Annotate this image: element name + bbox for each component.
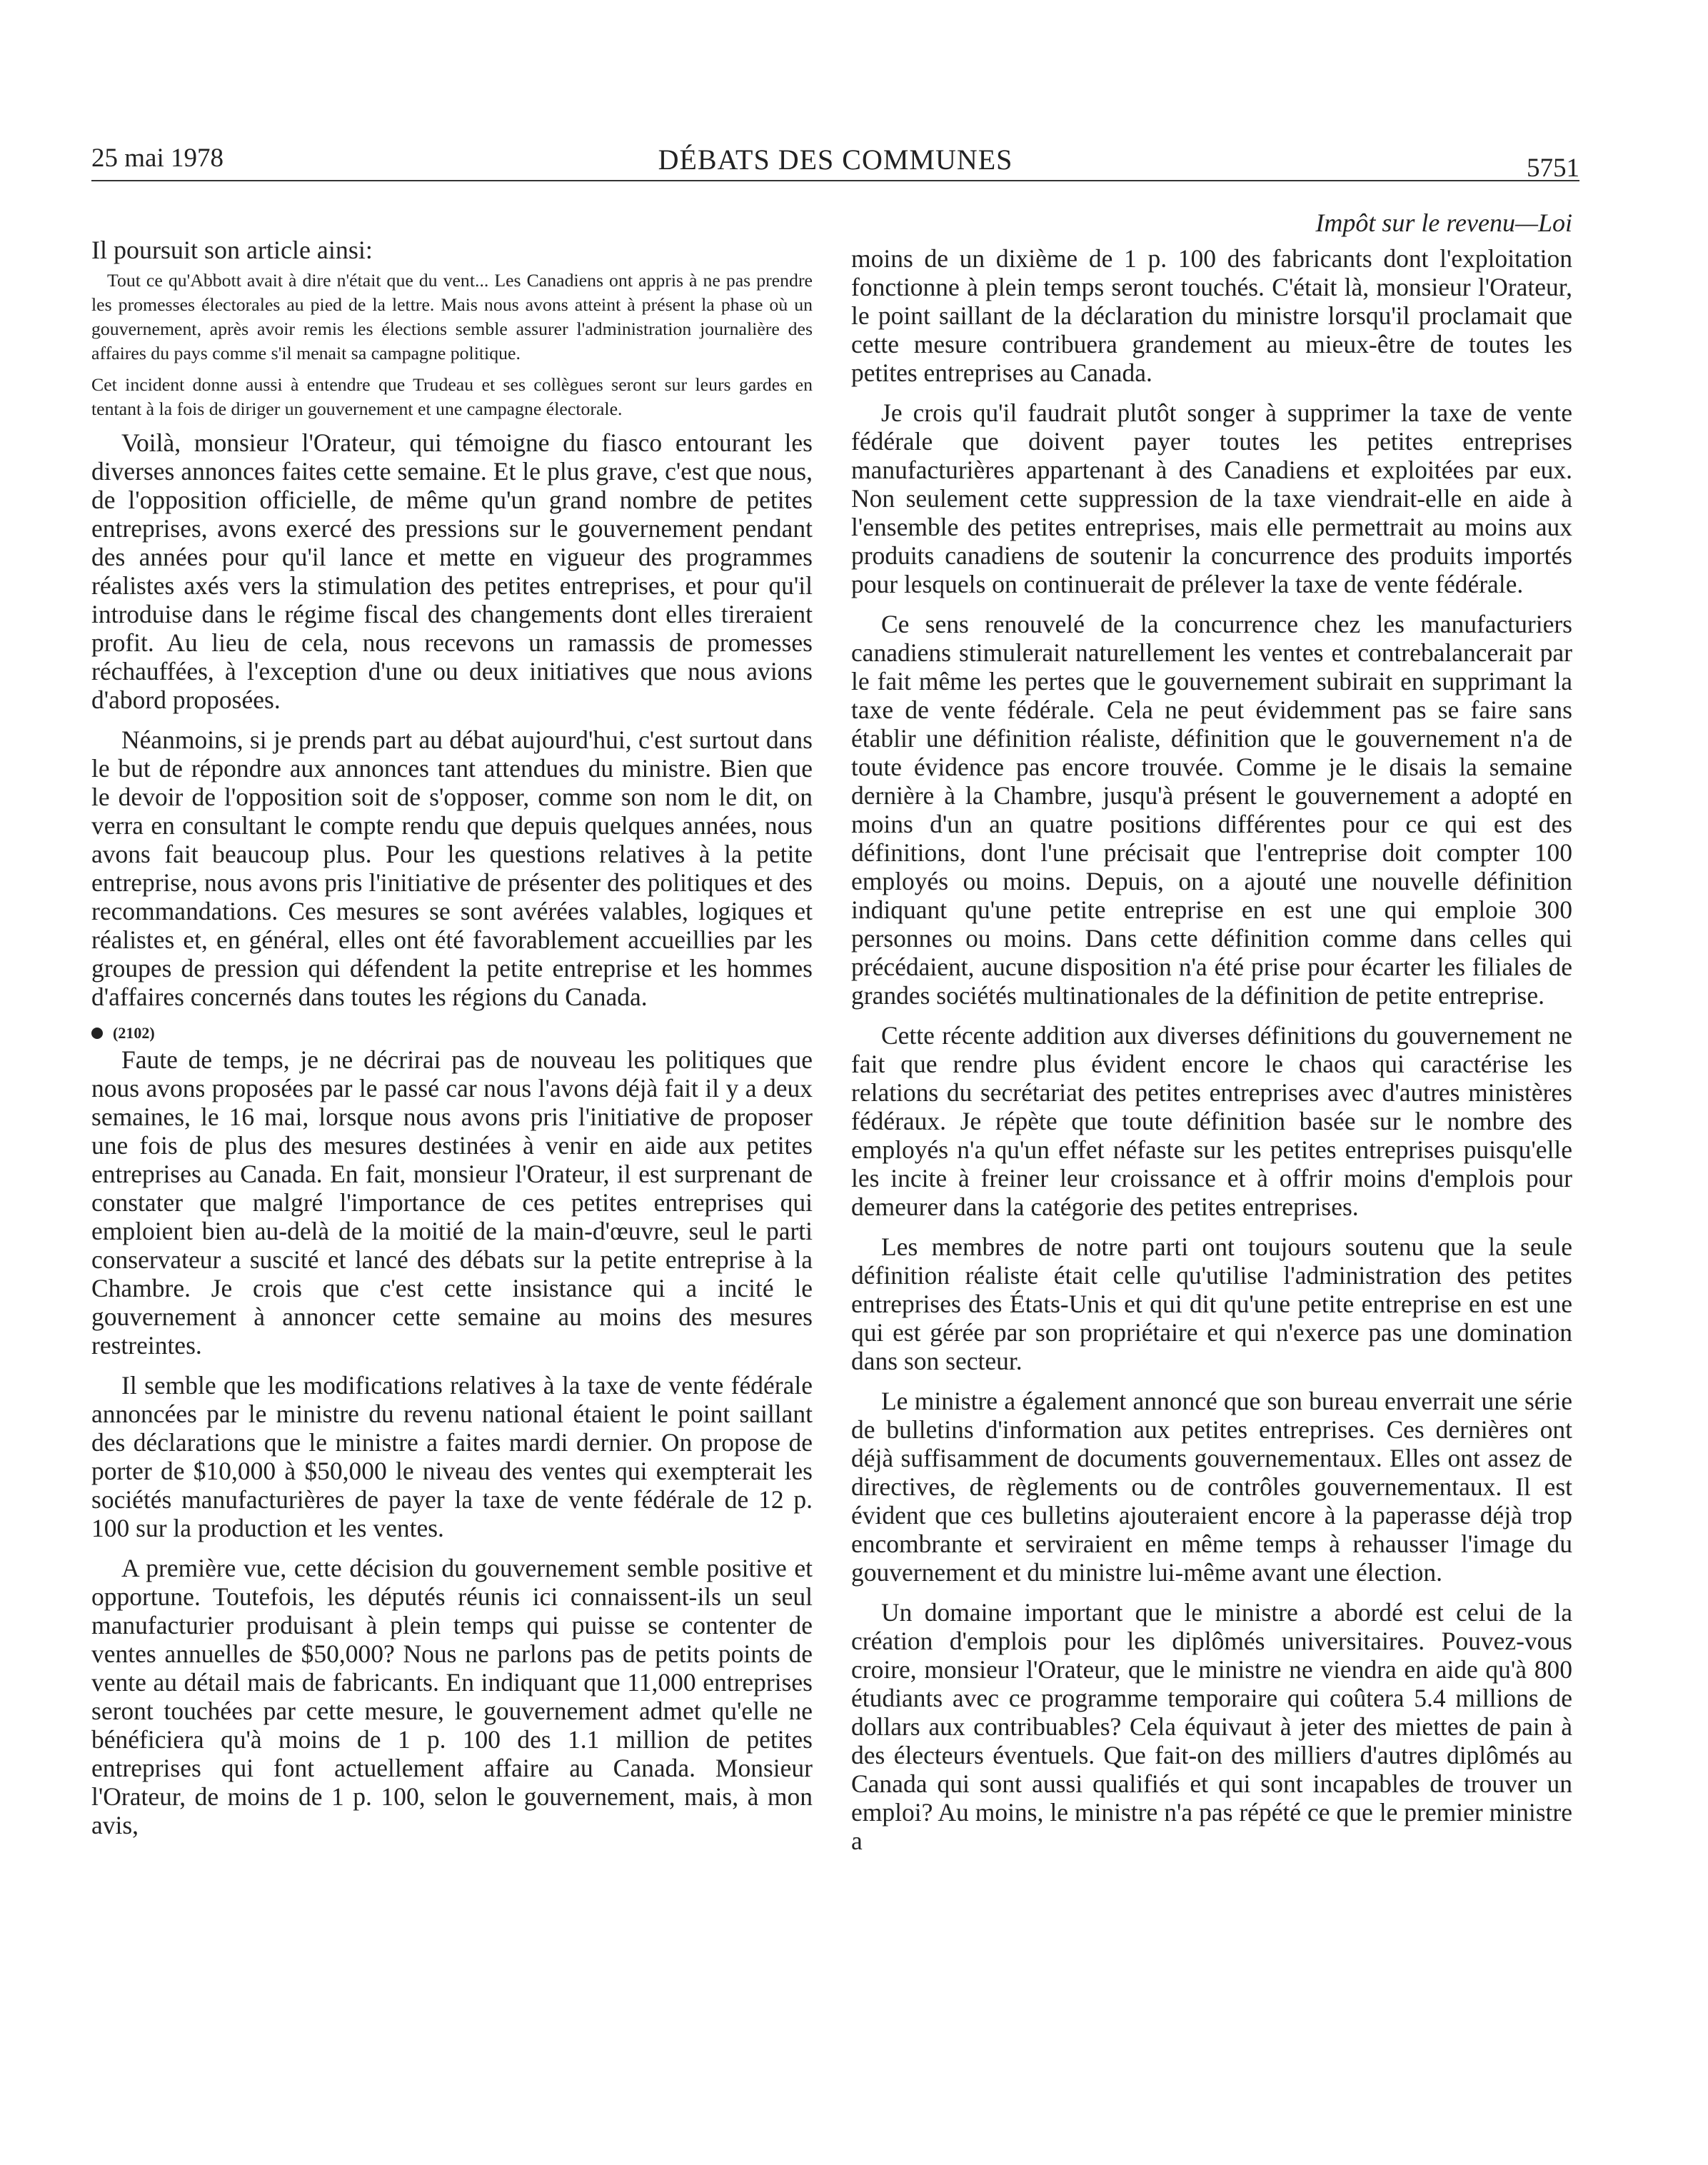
body-paragraph: Le ministre a également annoncé que son bureau enverrait une série de bulletins d'information aux petites entreprises. Ces dernières ont déjà suffisamment de documents gouvernementaux. Elles ont assez de directives, de règlements ou de contrôles gouvernementaux. Il est évident que ces bulletins ajouteraient encore à la paperasse déjà trop encombrante et serviraient en même temps à rehausser l'image du gouvernement et du ministre lui-même avant une élection. xyxy=(851,1387,1572,1587)
body-paragraph: Néanmoins, si je prends part au débat aujourd'hui, c'est surtout dans le but de répondre aux annonces tant attendues du ministre. Bien que le devoir de l'opposition soit de s'opposer, comme son nom le dit, on verra en consultant le compte rendu que depuis quelques années, nous avons fait beaucoup plus. Pour les questions relatives à la petite entreprise, nous avons pris l'initiative de présenter des politiques et des recommandations. Ces mesures se sont avérées valables, logiques et réalistes et, en général, elles ont été favorablement accueillies par les groupes de pression qui défendent la petite entreprise et les hommes d'affaires concernés dans toutes les régions du Canada. xyxy=(91,725,813,1011)
header-date: 25 mai 1978 xyxy=(91,144,223,173)
quote-paragraph: Cet incident donne aussi à entendre que Trudeau et ses collègues seront sur leurs gardes en tentant à la fois de diriger un gouvernement et une campagne électorale. xyxy=(91,374,813,419)
time-marker xyxy=(91,1023,813,1044)
subject-heading: Impôt sur le revenu—Loi xyxy=(1315,209,1572,237)
body-paragraph: Il semble que les modifications relatives à la taxe de vente fédérale annoncées par le ministre du revenu national étaient le point saillant des déclarations que le ministre a faites mardi dernier. On propose de porter de $10,000 à $50,000 le niveau des ventes qui exempterait les sociétés manufacturières de payer la taxe de vente fédérale de 12 p. 100 sur la production et les ventes. xyxy=(91,1371,813,1542)
header-page-number: 5751 xyxy=(1527,154,1579,183)
left-column xyxy=(91,236,813,1851)
page-header xyxy=(91,143,1579,186)
body-paragraph: A première vue, cette décision du gouvernement semble positive et opportune. Toutefois, les députés réunis ici connaissent-ils un seul manufacturier produisant à plein temps qui puisse se contenter de ventes annuelles de $50,000? Nous ne parlons pas de petits points de vente au détail mais de fabricants. En indiquant que 11,000 entreprises seront touchées par cette mesure, le gouvernement admet qu'elle ne bénéficiera qu'à moins de 1 p. 100 des 1.1 million de petites entreprises qui font actuellement affaire au Canada. Monsieur l'Orateur, de moins de 1 p. 100, selon le gouvernement, mais, à mon avis, xyxy=(91,1554,813,1839)
body-paragraph: Un domaine important que le ministre a abordé est celui de la création d'emplois pour les diplômés universitaires. Pouvez-vous croire, monsieur l'Orateur, que le ministre ne viendra en aide qu'à 800 étudiants avec ce programme temporaire qui coûtera 5.4 millions de dollars aux contribuables? Cela équivaut à jeter des miettes de pain à des électeurs éventuels. Que fait-on des milliers d'autres diplômés au Canada qui sont aussi qualifiés et qui sont incapables de trouver un emploi? Au moins, le ministre n'a pas répété ce que le premier ministre a xyxy=(851,1598,1572,1855)
body-paragraph: Voilà, monsieur l'Orateur, qui témoigne du fiasco entourant les diverses annonces faites cette semaine. Et le plus grave, c'est que nous, de l'opposition officielle, de même qu'un grand nombre de petites entreprises, avons exercé des pressions sur le gouvernement pendant des années pour qu'il lance et mette en vigueur des programmes réalistes axés vers la stimulation des petites entreprises, et pour qu'il introduise dans le régime fiscal des changements dont elles tireraient profit. Au lieu de cela, nous recevons un ramassis de promesses réchauffées, à l'exception d'une ou deux initiatives que nous avions d'abord proposées. xyxy=(91,428,813,714)
quote-paragraph: Tout ce qu'Abbott avait à dire n'était que du vent... Les Canadiens ont appris à ne pas prendre les promesses électorales au pied de la lettre. Mais nous avons atteint à présent la phase où un gouvernement, après avoir remis les élections semble assurer l'administration journalière des affaires du pays comme s'il menait sa campagne politique. xyxy=(91,270,813,363)
bullet-icon xyxy=(91,1028,103,1039)
body-paragraph: Je crois qu'il faudrait plutôt songer à supprimer la taxe de vente fédérale que doivent payer toutes les petites entreprises manufacturières appartenant à des Canadiens et exploitées par eux. Non seulement cette suppression de la taxe viendrait-elle en aide à l'ensemble des petites entreprises, mais elle permettrait au moins aux produits canadiens de soutenir la concurrence des produits importés pour lesquels on continuerait de prélever la taxe de vente fédérale. xyxy=(851,398,1572,598)
quote-intro: Il poursuit son article ainsi: xyxy=(91,236,373,264)
header-journal-title: DÉBATS DES COMMUNES xyxy=(658,144,1013,176)
body-paragraph-continuation: moins de un dixième de 1 p. 100 des fabricants dont l'exploitation fonctionne à plein temps seront touchés. C'était là, monsieur l'Orateur, le point saillant de la déclaration du ministre lorsqu'il proclamait que cette mesure contribuera grandement au mieux-être de toutes les petites entreprises au Canada. xyxy=(851,244,1572,387)
body-paragraph: Les membres de notre parti ont toujours soutenu que la seule définition réaliste était celle qu'utilise l'administration des petites entreprises des États-Unis et qui dit qu'une petite entreprise en est une qui est gérée par son propriétaire et qui n'exerce pas une domination dans son secteur. xyxy=(851,1232,1572,1375)
body-paragraph: Ce sens renouvelé de la concurrence chez les manufacturiers canadiens stimulerait naturellement les ventes et contrebalancerait par le fait même les pertes que le gouvernement subirait en supprimant la taxe de vente fédérale. Cela ne peut évidemment pas se faire sans établir une définition réaliste, définition que le gouvernement n'a de toute évidence pas encore trouvée. Comme je le disais la semaine dernière à la Chambre, jusqu'à présent le gouvernement a adopté en moins d'un an quatre positions différentes pour ce qui est des définitions, dont l'une précisait que l'entreprise doit compter 100 employés ou moins. Depuis, on a ajouté une nouvelle définition indiquant qu'une petite entreprise en est une qui emploie 300 personnes ou moins. Dans cette définition comme dans celles qui précédaient, aucune disposition n'a été prise pour écarter les filiales de grandes sociétés multinationales de la définition de petite entreprise. xyxy=(851,610,1572,1010)
body-paragraph: Cette récente addition aux diverses définitions du gouvernement ne fait que rendre plus évident encore le chaos qui caractérise les relations du secrétariat des petites entreprises avec d'autres ministères fédéraux. Je répète que toute définition basée sur le nombre des employés n'a qu'un effet néfaste sur les petites entreprises puisqu'elle les incite à freiner leur croissance et à offrir moins d'emplois pour demeurer dans la catégorie des petites entreprises. xyxy=(851,1021,1572,1221)
header-rule xyxy=(91,180,1579,181)
body-paragraph: Faute de temps, je ne décrirai pas de nouveau les politiques que nous avons proposées par le passé car nous l'avons déjà fait il y a deux semaines, le 16 mai, lorsque nous avons pris l'initiative de proposer une fois de plus des mesures destinées à venir en aide aux petites entreprises au Canada. En fait, monsieur l'Orateur, il est surprenant de constater que malgré l'importance de ces petites entreprises qui emploient bien au-delà de la moitié de la main-d'œuvre, seul le parti conservateur a suscité et lancé des débats sur la petite entreprise à la Chambre. Je crois que c'est cette insistance qui a incité le gouvernement à annoncer cette semaine au moins des mesures restreintes. xyxy=(91,1045,813,1360)
right-column xyxy=(851,206,1572,1867)
time-marker-label: (2102) xyxy=(113,1024,155,1042)
